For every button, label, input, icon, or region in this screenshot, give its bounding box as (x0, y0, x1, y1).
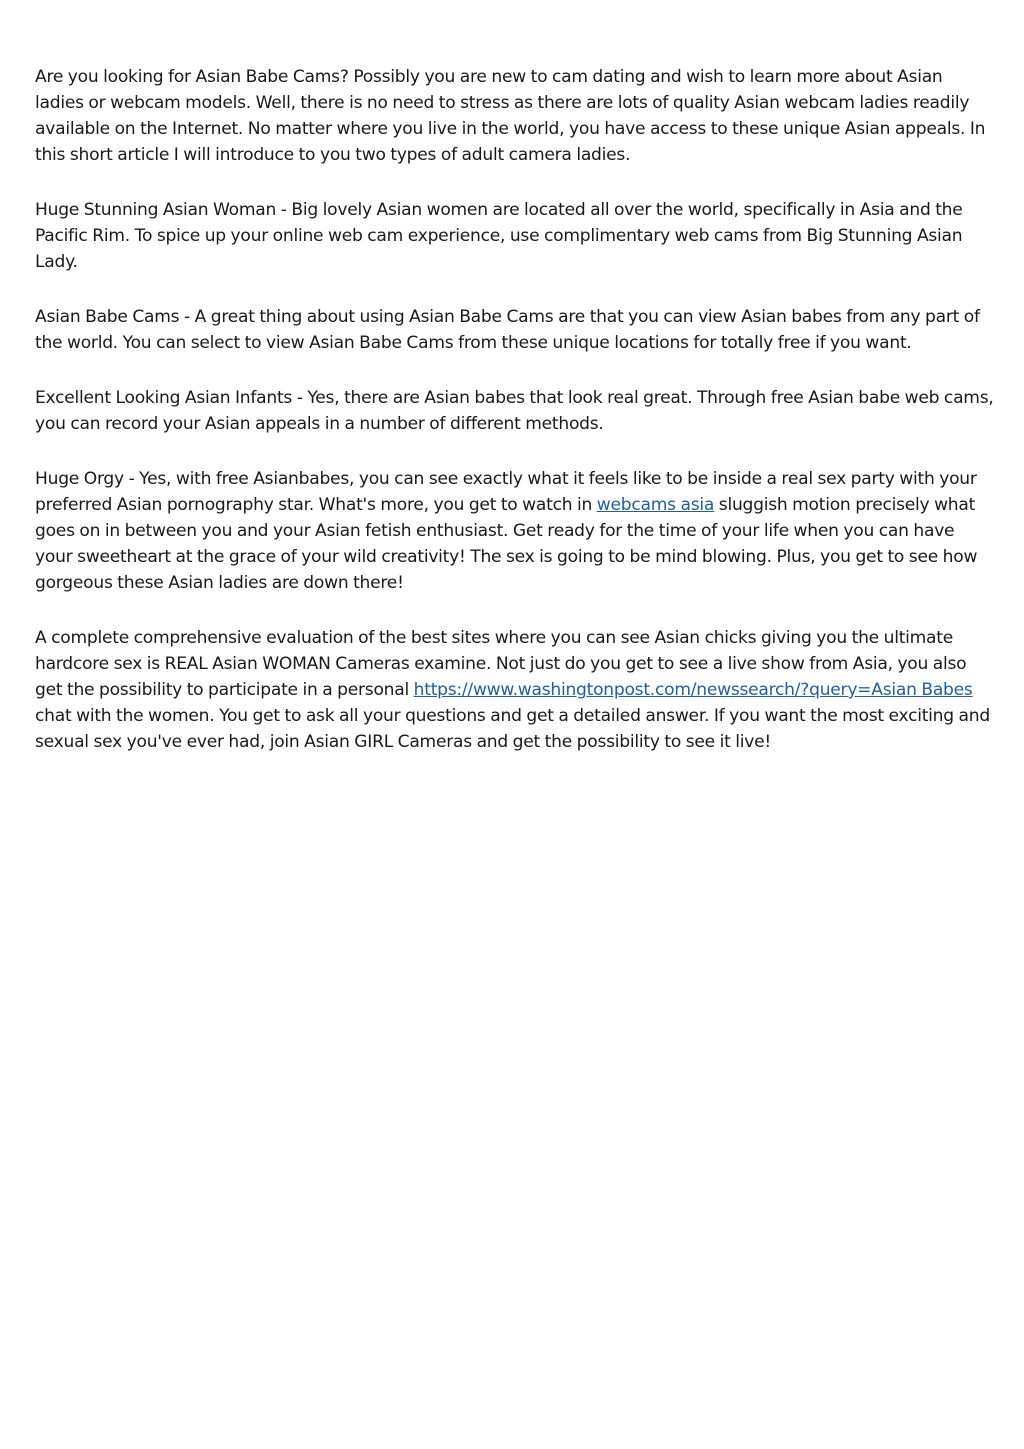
paragraph-text: chat with the women. You get to ask all your questions and get a detailed answer. If you want the most exciting and sexual sex you've ever had, join Asian GIRL Cameras and get the possibility to see it live! (35, 706, 990, 752)
paragraph-text: A complete comprehensive evaluation of the best sites where you can see Asian chicks giving you the ultimate hardcore sex is REAL Asian WOMAN Cameras examine. Not just do you get to see a live show from Asia, you also get the possibility to participate in a personal (35, 628, 967, 700)
paragraph-huge-orgy (35, 466, 995, 596)
webcams-asia-link[interactable]: webcams asia (596, 495, 715, 515)
paragraph-text: sluggish motion precisely what goes on in between you and your Asian fetish enthusiast. Get ready for the time of your life when you can have your sweetheart at the grace of your wild creativity! The sex is going to be mind blowing. Plus, you get to see how gorgeous these Asian ladies are down there! (35, 495, 978, 593)
paragraph-big-stunning-asian-woman: Huge Stunning Asian Woman - Big lovely Asian women are located all over the world, specifically in Asia and the Pacific Rim. To spice up your online web cam experience, use complimentary web cams from Big Stunning Asian Lady. (35, 200, 963, 272)
washingtonpost-search-link[interactable]: https://www.washingtonpost.com/newssearch/?query=Asian Babes (413, 680, 973, 700)
paragraph-excellent-looking: Excellent Looking Asian Infants - Yes, there are Asian babes that look real great. Through free Asian babe web cams, you can record your Asian appeals in a number of different methods. (35, 388, 994, 434)
paragraph-intro: Are you looking for Asian Babe Cams? Possibly you are new to cam dating and wish to learn more about Asian ladies or webcam models. Well, there is no need to stress as there are lots of quality Asian webcam ladies readily available on the Internet. No matter where you live in the world, you have access to these unique Asian appeals. In this short article I will introduce to you two types of adult camera ladies. (35, 67, 986, 165)
paragraph-asian-babe-cams: Asian Babe Cams - A great thing about using Asian Babe Cams are that you can view Asian babes from any part of the world. You can select to view Asian Babe Cams from these unique locations for totally free if you want. (35, 307, 980, 353)
paragraph-comprehensive-evaluation (35, 625, 995, 755)
paragraph-text: Huge Orgy - Yes, with free Asianbabes, you can see exactly what it feels like to be inside a real sex party with your preferred Asian pornography star. What's more, you get to watch in (35, 469, 977, 515)
article-body (35, 64, 995, 784)
